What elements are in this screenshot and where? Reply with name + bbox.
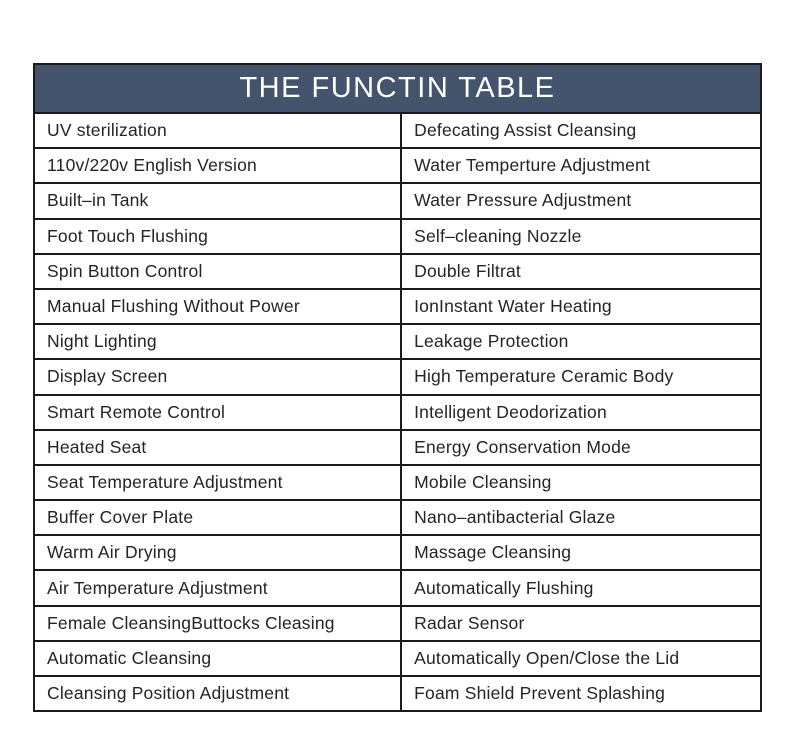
table-row xyxy=(34,570,761,605)
feature-cell-right: Foam Shield Prevent Splashing xyxy=(401,676,761,711)
feature-cell-left: Foot Touch Flushing xyxy=(34,219,401,254)
table-row xyxy=(34,183,761,218)
feature-cell-left: Female CleansingButtocks Cleasing xyxy=(34,606,401,641)
table-row xyxy=(34,359,761,394)
function-table-sheet xyxy=(33,63,762,712)
table-row xyxy=(34,324,761,359)
feature-cell-right: Nano–antibacterial Glaze xyxy=(401,500,761,535)
table-row xyxy=(34,606,761,641)
feature-cell-left: Cleansing Position Adjustment xyxy=(34,676,401,711)
feature-cell-right: Double Filtrat xyxy=(401,254,761,289)
feature-cell-left: Display Screen xyxy=(34,359,401,394)
feature-cell-left: UV sterilization xyxy=(34,113,401,148)
table-header-row xyxy=(34,64,761,113)
feature-cell-right: Self–cleaning Nozzle xyxy=(401,219,761,254)
function-table xyxy=(33,63,762,712)
table-row xyxy=(34,254,761,289)
feature-cell-left: 110v/220v English Version xyxy=(34,148,401,183)
feature-cell-right: Massage Cleansing xyxy=(401,535,761,570)
feature-cell-right: Radar Sensor xyxy=(401,606,761,641)
feature-cell-left: Seat Temperature Adjustment xyxy=(34,465,401,500)
table-row xyxy=(34,395,761,430)
feature-cell-left: Warm Air Drying xyxy=(34,535,401,570)
feature-cell-left: Built–in Tank xyxy=(34,183,401,218)
feature-cell-right: Leakage Protection xyxy=(401,324,761,359)
table-row xyxy=(34,641,761,676)
feature-cell-right: IonInstant Water Heating xyxy=(401,289,761,324)
table-row xyxy=(34,535,761,570)
feature-cell-left: Spin Button Control xyxy=(34,254,401,289)
feature-cell-right: High Temperature Ceramic Body xyxy=(401,359,761,394)
table-row xyxy=(34,289,761,324)
table-row xyxy=(34,465,761,500)
feature-cell-left: Night Lighting xyxy=(34,324,401,359)
feature-cell-left: Buffer Cover Plate xyxy=(34,500,401,535)
table-row xyxy=(34,113,761,148)
table-row xyxy=(34,148,761,183)
table-title: THE FUNCTIN TABLE xyxy=(34,64,761,113)
feature-cell-left: Manual Flushing Without Power xyxy=(34,289,401,324)
feature-cell-right: Defecating Assist Cleansing xyxy=(401,113,761,148)
feature-cell-right: Water Temperture Adjustment xyxy=(401,148,761,183)
feature-cell-right: Energy Conservation Mode xyxy=(401,430,761,465)
feature-cell-right: Intelligent Deodorization xyxy=(401,395,761,430)
table-row xyxy=(34,430,761,465)
feature-cell-right: Water Pressure Adjustment xyxy=(401,183,761,218)
feature-cell-left: Smart Remote Control xyxy=(34,395,401,430)
feature-cell-right: Automatically Open/Close the Lid xyxy=(401,641,761,676)
feature-cell-left: Automatic Cleansing xyxy=(34,641,401,676)
feature-cell-left: Air Temperature Adjustment xyxy=(34,570,401,605)
table-row xyxy=(34,500,761,535)
feature-cell-right: Automatically Flushing xyxy=(401,570,761,605)
feature-cell-left: Heated Seat xyxy=(34,430,401,465)
table-row xyxy=(34,676,761,711)
table-row xyxy=(34,219,761,254)
feature-cell-right: Mobile Cleansing xyxy=(401,465,761,500)
